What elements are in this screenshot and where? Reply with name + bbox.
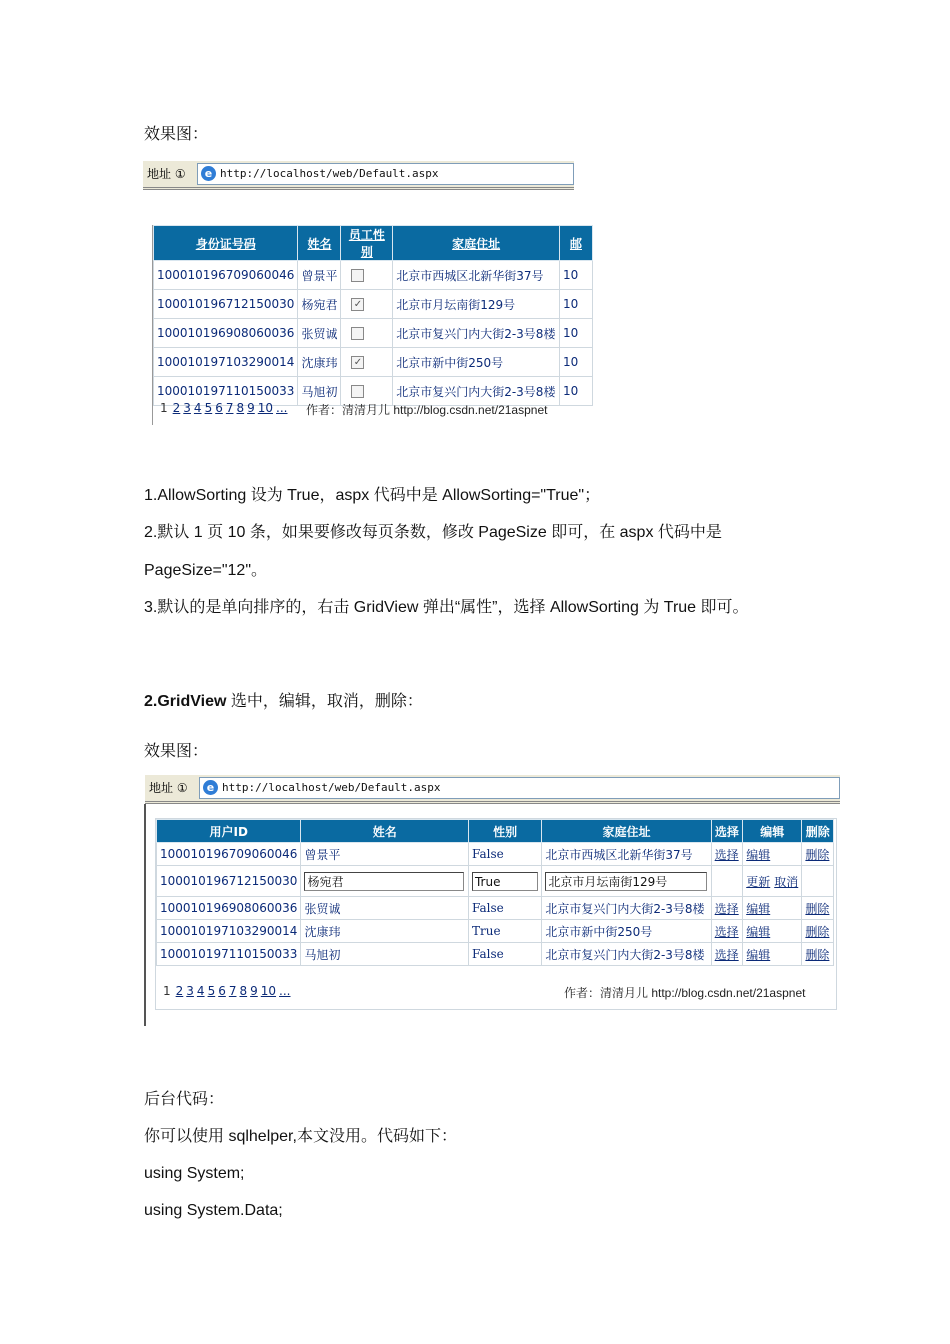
- footer-line-1: 后台代码：: [144, 1089, 225, 1108]
- cell-address: 北京市西城区北新华街37号: [542, 843, 711, 866]
- gender-input[interactable]: True: [472, 872, 538, 891]
- cell-address: 北京市新中街250号: [542, 920, 711, 943]
- note-2: 2.默认 1 页 10 条，如果要修改每页条数，修改 PageSize 即可，在 aspx 代码中是: [144, 524, 722, 541]
- address-label: 地址 ①: [149, 781, 188, 795]
- pager-link[interactable]: 4: [193, 401, 202, 415]
- gridview-1: [153, 225, 593, 406]
- cancel-link[interactable]: 取消: [774, 874, 799, 889]
- checkbox-unchecked: [351, 385, 364, 398]
- gridview-1-frame: [152, 225, 582, 425]
- cell-address: 北京市复兴门内大街2-3号8楼: [542, 897, 711, 920]
- pager-link[interactable]: 6: [215, 401, 223, 415]
- note-1: 1.AllowSorting 设为 True，aspx 代码中是 AllowSorting="True"；: [144, 487, 601, 504]
- table-row: [154, 261, 593, 290]
- name-input[interactable]: 杨宛君: [304, 872, 464, 891]
- cell-delete: [802, 897, 834, 920]
- cell-gender: [341, 290, 393, 319]
- address-url: http://localhost/web/Default.aspx: [220, 167, 439, 180]
- cell-id: 100010197110150033: [157, 943, 301, 966]
- pager-1: [160, 401, 291, 415]
- section-2-title-bold: 2.GridView: [144, 693, 227, 710]
- edit-link[interactable]: 编辑: [746, 847, 771, 862]
- intro-label-2: 效果图：: [144, 741, 209, 760]
- cell-edit: [743, 843, 802, 866]
- address-input[interactable]: [199, 777, 840, 799]
- checkbox-checked: ✓: [351, 298, 364, 311]
- select-link[interactable]: 选择: [714, 901, 739, 916]
- cell-delete: [802, 866, 834, 897]
- cell-id: 100010196709060046: [157, 843, 301, 866]
- pager-link[interactable]: 2: [175, 984, 184, 998]
- cell-gender: [341, 261, 393, 290]
- cell-select: [711, 866, 743, 897]
- cell-id: 100010196712150030: [154, 290, 298, 319]
- cell-name: 马旭初: [301, 943, 469, 966]
- footer-line-2: 你可以使用 sqlhelper,本文没用。代码如下：: [144, 1128, 457, 1145]
- delete-link[interactable]: 删除: [805, 901, 830, 916]
- header-name: 姓名: [301, 820, 469, 843]
- author-line-1: 作者：清清月儿 http://blog.csdn.net/21aspnet: [306, 403, 548, 417]
- checkbox-unchecked: [351, 269, 364, 282]
- pager-link[interactable]: 7: [225, 401, 234, 415]
- ie-page-icon: e: [201, 166, 216, 181]
- header-user-id: 用户ID: [157, 820, 301, 843]
- cell-name: 曾景平: [301, 843, 469, 866]
- cell-gender: True: [468, 920, 541, 943]
- cell-address: 北京市月坛南街129号: [393, 290, 560, 319]
- footer-line-3: using System;: [144, 1165, 245, 1182]
- select-link[interactable]: 选择: [714, 847, 739, 862]
- section-2-title: [144, 692, 423, 712]
- address-url: http://localhost/web/Default.aspx: [222, 781, 441, 794]
- section-2-title-rest: 选中，编辑，取消，删除：: [226, 693, 423, 710]
- cell-zip: 10: [559, 348, 592, 377]
- cell-gender: False: [468, 943, 541, 966]
- cell-zip: 10: [559, 290, 592, 319]
- cell-address: 北京市复兴门内大街2-3号8楼: [542, 943, 711, 966]
- gridview-2-frame: [155, 818, 837, 1010]
- delete-link[interactable]: 删除: [805, 847, 830, 862]
- pager-link[interactable]: 5: [207, 984, 216, 998]
- table-row-editing: [157, 866, 834, 897]
- pager-link[interactable]: 7: [228, 984, 237, 998]
- header-delete: 删除: [802, 820, 834, 843]
- header-id[interactable]: 身份证号码: [154, 226, 298, 261]
- header-gender[interactable]: 员工性别: [341, 226, 393, 261]
- cell-select: [711, 843, 743, 866]
- cell-name: 杨宛君: [298, 290, 341, 319]
- cell-address: 北京市复兴门内大街2-3号8楼: [393, 319, 560, 348]
- header-zip[interactable]: 邮: [559, 226, 592, 261]
- cell-zip: 10: [559, 261, 592, 290]
- note-4: 3.默认的是单向排序的，右击 GridView 弹出“属性”，选择 AllowSorting 为 True 即可。: [144, 599, 749, 616]
- pager-link[interactable]: 10: [257, 401, 274, 415]
- pager-link[interactable]: ...: [276, 401, 288, 415]
- header-gender: 性别: [468, 820, 541, 843]
- pager-link[interactable]: 5: [204, 401, 213, 415]
- intro-label-1: 效果图：: [144, 124, 209, 143]
- header-edit: 编辑: [743, 820, 802, 843]
- select-link[interactable]: 选择: [714, 924, 739, 939]
- edit-link[interactable]: 编辑: [746, 947, 771, 962]
- table-row: [157, 897, 834, 920]
- pager-link[interactable]: 8: [236, 401, 245, 415]
- header-name[interactable]: 姓名: [298, 226, 341, 261]
- cell-id: 100010196712150030: [157, 866, 301, 897]
- cell-delete: [802, 943, 834, 966]
- cell-gender: False: [468, 897, 541, 920]
- cell-id: 100010196908060036: [157, 897, 301, 920]
- cell-id: 100010196908060036: [154, 319, 298, 348]
- cell-name: 曾景平: [298, 261, 341, 290]
- cell-name: 马旭初: [298, 377, 341, 406]
- cell-gender: [341, 319, 393, 348]
- cell-select: [711, 920, 743, 943]
- pager-link[interactable]: 4: [196, 984, 205, 998]
- delete-link[interactable]: 删除: [805, 947, 830, 962]
- cell-gender: [468, 866, 541, 897]
- edit-link[interactable]: 编辑: [746, 924, 771, 939]
- select-link[interactable]: 选择: [714, 947, 739, 962]
- pager-link[interactable]: 3: [183, 401, 191, 415]
- checkbox-unchecked: [351, 327, 364, 340]
- delete-link[interactable]: 删除: [805, 924, 830, 939]
- cell-edit: [743, 897, 802, 920]
- pager-link[interactable]: ...: [279, 984, 291, 998]
- table-row: [157, 843, 834, 866]
- cell-name: 沈康玮: [301, 920, 469, 943]
- edit-link[interactable]: 编辑: [746, 901, 771, 916]
- pager-link[interactable]: 9: [250, 984, 258, 998]
- address-bar-1: [143, 160, 574, 190]
- cell-edit: [743, 943, 802, 966]
- cell-id: 100010196709060046: [154, 261, 298, 290]
- cell-select: [711, 897, 743, 920]
- gridview-2: [156, 819, 834, 966]
- table-row: [154, 290, 593, 319]
- author-line-2: 作者：清清月儿 http://blog.csdn.net/21aspnet: [564, 986, 806, 1000]
- note-3: PageSize="12"。: [144, 562, 267, 579]
- cell-address: 北京市新中街250号: [393, 348, 560, 377]
- cell-edit: [743, 866, 802, 897]
- pager-link[interactable]: 10: [260, 984, 277, 998]
- pager-link[interactable]: 9: [247, 401, 255, 415]
- cell-zip: 10: [559, 319, 592, 348]
- cell-id: 100010197103290014: [157, 920, 301, 943]
- cell-select: [711, 943, 743, 966]
- cell-id: 100010197110150033: [154, 377, 298, 406]
- address-label: 地址 ①: [147, 167, 186, 181]
- cell-address: [542, 866, 711, 897]
- footer-line-4: using System.Data;: [144, 1202, 283, 1219]
- cell-name: [301, 866, 469, 897]
- ie-page-icon: e: [203, 780, 218, 795]
- cell-id: 100010197103290014: [154, 348, 298, 377]
- header-address[interactable]: 家庭住址: [393, 226, 560, 261]
- table-row: [157, 920, 834, 943]
- cell-edit: [743, 920, 802, 943]
- pager-link[interactable]: 3: [186, 984, 194, 998]
- header-address: 家庭住址: [542, 820, 711, 843]
- pager-current: 1: [160, 401, 168, 415]
- table-row: [154, 348, 593, 377]
- header-select: 选择: [711, 820, 743, 843]
- cell-zip: 10: [559, 377, 592, 406]
- cell-gender: False: [468, 843, 541, 866]
- pager-current: 1: [163, 984, 171, 998]
- cell-name: 沈康玮: [298, 348, 341, 377]
- checkbox-checked: ✓: [351, 356, 364, 369]
- window-edge: [144, 804, 146, 1026]
- cell-delete: [802, 843, 834, 866]
- address-bar-2: [145, 774, 840, 804]
- update-link[interactable]: 更新: [746, 874, 771, 889]
- pager-link[interactable]: 8: [239, 984, 248, 998]
- cell-delete: [802, 920, 834, 943]
- cell-name: 张贸诚: [301, 897, 469, 920]
- pager-link[interactable]: 6: [218, 984, 226, 998]
- cell-address: 北京市复兴门内大街2-3号8楼: [393, 377, 560, 406]
- table-row: [154, 319, 593, 348]
- cell-address: 北京市西城区北新华街37号: [393, 261, 560, 290]
- cell-gender: [341, 348, 393, 377]
- cell-name: 张贸诚: [298, 319, 341, 348]
- address-input[interactable]: [197, 163, 574, 185]
- pager-link[interactable]: 2: [172, 401, 181, 415]
- table-row: [157, 943, 834, 966]
- pager-2: [163, 984, 294, 998]
- address-input[interactable]: 北京市月坛南街129号: [545, 872, 707, 891]
